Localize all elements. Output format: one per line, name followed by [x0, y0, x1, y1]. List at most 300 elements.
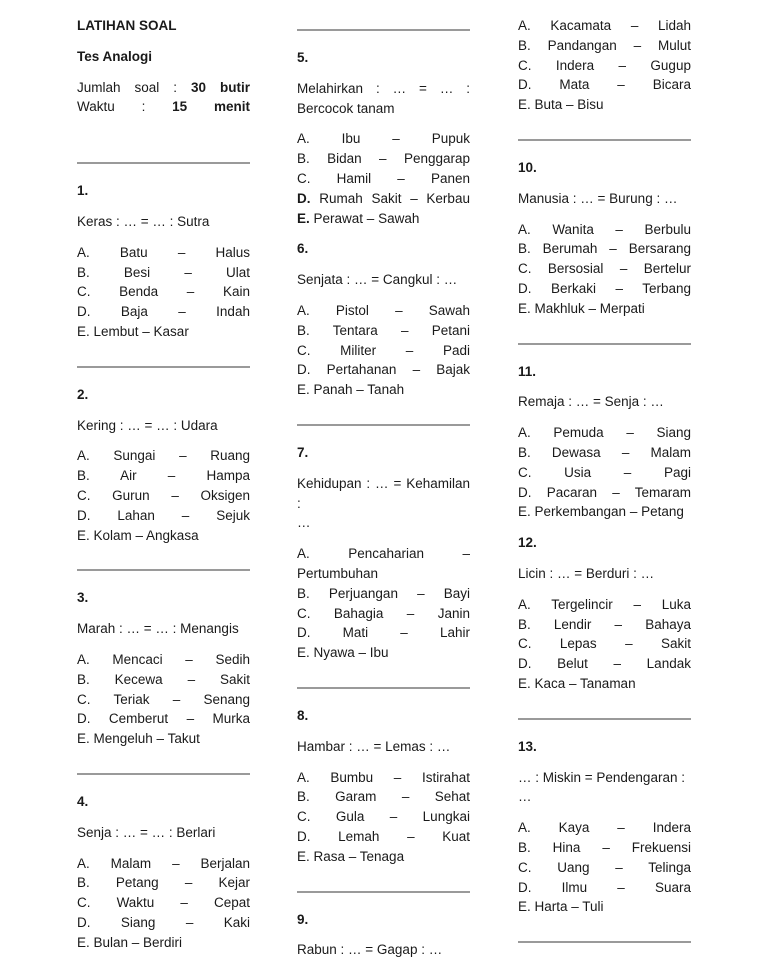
option-a[interactable] — [518, 595, 691, 615]
option-dash: – — [622, 445, 630, 460]
option-word-1: Air — [120, 468, 137, 483]
count-label: Jumlah soal — [77, 80, 159, 95]
question-text: Remaja : … = Senja : … — [518, 392, 691, 412]
option-dash: – — [186, 915, 194, 930]
option-letter: A. — [518, 222, 531, 237]
option-word-1: Berkaki — [551, 281, 596, 296]
option-dash: – — [400, 625, 408, 640]
question-11 — [518, 362, 691, 523]
option-word-2: Padi — [443, 343, 470, 358]
option-d[interactable] — [518, 279, 691, 299]
option-word-1: Perjuangan — [329, 586, 398, 601]
option-letter: B. — [77, 875, 90, 890]
option-word-2: Sejuk — [216, 508, 250, 523]
question-text: Manusia : … = Burung : … — [518, 189, 691, 209]
option-dash: – — [402, 789, 410, 804]
option-letter: D. — [518, 656, 532, 671]
option-a[interactable] — [518, 818, 691, 838]
column-2 — [297, 16, 470, 960]
option-dash: – — [173, 692, 181, 707]
option-b[interactable] — [297, 321, 470, 341]
option-letter: D. — [518, 77, 532, 92]
option-b[interactable] — [77, 263, 250, 283]
option-b[interactable] — [518, 239, 691, 259]
time-colon: : — [142, 99, 146, 114]
question-text: Licin : … = Berduri : … — [518, 564, 691, 584]
option-c[interactable] — [297, 807, 470, 827]
count-value: 30 — [191, 80, 206, 95]
option-a[interactable] — [297, 768, 470, 788]
option-word-2: Kejar — [218, 875, 250, 890]
option-word-1: Pacaran — [547, 485, 597, 500]
option-letter: C. — [77, 692, 91, 707]
option-word-1: Siang — [121, 915, 156, 930]
question-text: Rabun : … = Gagap : … — [297, 940, 470, 960]
option-c[interactable] — [518, 858, 691, 878]
option-dash: – — [634, 38, 642, 53]
option-word-1: Bahagia — [334, 606, 384, 621]
option-dash: – — [615, 617, 623, 632]
option-word-2: Petani — [432, 323, 470, 338]
option-letter: C. — [297, 171, 311, 186]
option-a[interactable] — [77, 854, 250, 874]
option-e[interactable]: E. Buta – Bisu — [518, 95, 691, 115]
option-word-1: Mata — [559, 77, 589, 92]
option-letter: A. — [77, 448, 90, 463]
option-a[interactable] — [518, 16, 691, 36]
question-9-options — [518, 16, 691, 115]
option-c[interactable] — [77, 282, 250, 302]
option-d[interactable] — [77, 913, 250, 933]
option-word-1: Mati — [343, 625, 369, 640]
option-a[interactable] — [518, 423, 691, 443]
option-d[interactable] — [518, 483, 691, 503]
option-letter: D. — [77, 508, 91, 523]
option-c[interactable] — [518, 56, 691, 76]
option-dash: – — [615, 222, 623, 237]
option-word-2: Bicara — [653, 77, 691, 92]
option-e[interactable]: E. Kaca – Tanaman — [518, 674, 691, 694]
option-dash: – — [180, 895, 188, 910]
option-word-2: Malam — [650, 445, 691, 460]
question-number: 9. — [297, 910, 470, 930]
option-word-1: Wanita — [552, 222, 594, 237]
option-word-2: Hampa — [206, 468, 250, 483]
option-word-1: Hina — [553, 840, 581, 855]
question-number: 12. — [518, 533, 691, 553]
count-colon: : — [173, 80, 177, 95]
option-word-2: Cepat — [214, 895, 250, 910]
option-letter: D. — [518, 485, 532, 500]
option-word-2: Bayi — [444, 586, 470, 601]
option-word-1: Kaya — [559, 820, 590, 835]
question-number: 3. — [77, 588, 250, 608]
option-a[interactable] — [297, 129, 470, 149]
option-d[interactable] — [297, 189, 470, 209]
option-word-2: Sawah — [429, 303, 470, 318]
question-number: 2. — [77, 385, 250, 405]
option-e[interactable]: E. Harta – Tuli — [518, 897, 691, 917]
option-c[interactable] — [518, 463, 691, 483]
option-word-2: Lungkai — [423, 809, 470, 824]
option-letter: A. — [297, 770, 310, 785]
option-word-2: Temaram — [635, 485, 691, 500]
option-b[interactable] — [518, 838, 691, 858]
option-word-2: Bertelur — [644, 261, 691, 276]
option-letter: B. — [297, 151, 310, 166]
option-word-2: Bahaya — [645, 617, 691, 632]
option-word-2: Frekuensi — [632, 840, 691, 855]
option-word-2: Murka — [212, 711, 250, 726]
option-dash: – — [602, 840, 610, 855]
option-e[interactable]: E. Rasa – Tenaga — [297, 847, 470, 867]
option-dash: – — [619, 58, 627, 73]
option-a[interactable] — [77, 446, 250, 466]
option-word-1: Pertahanan — [327, 362, 397, 377]
option-letter: B. — [297, 586, 310, 601]
option-word-1: Bersosial — [548, 261, 604, 276]
option-dash: – — [185, 875, 193, 890]
option-dash: – — [178, 245, 186, 260]
option-dash: – — [624, 465, 632, 480]
option-letter: A. — [518, 597, 531, 612]
option-dash: – — [172, 856, 180, 871]
option-letter: C. — [297, 606, 311, 621]
option-word-2: Janin — [438, 606, 470, 621]
question-5 — [297, 48, 470, 228]
question-number: 5. — [297, 48, 470, 68]
option-d[interactable] — [297, 360, 470, 380]
option-dash: – — [617, 820, 625, 835]
question-text-line-1: Kehidupan : … = Kehamilan : — [297, 474, 470, 514]
option-b[interactable] — [77, 873, 250, 893]
option-letter: D. — [77, 915, 91, 930]
option-word-2: Halus — [215, 245, 250, 260]
option-word-1: Waktu — [117, 895, 155, 910]
option-e[interactable] — [297, 209, 470, 229]
option-dash: – — [178, 304, 186, 319]
option-dash: – — [184, 265, 192, 280]
option-word-2: Bersarang — [629, 241, 691, 256]
option-b[interactable] — [518, 443, 691, 463]
option-word-1: Kecewa — [115, 672, 163, 687]
option-dash: – — [392, 131, 400, 146]
column-1 — [77, 16, 250, 953]
divider — [518, 941, 691, 943]
question-6 — [297, 239, 470, 400]
option-e[interactable]: E. Nyawa – Ibu — [297, 643, 470, 663]
option-dash: – — [397, 171, 405, 186]
option-c[interactable] — [518, 259, 691, 279]
option-b[interactable] — [77, 670, 250, 690]
option-letter: B. — [77, 265, 90, 280]
option-dash: – — [407, 606, 415, 621]
option-letter: C. — [518, 58, 532, 73]
option-c[interactable] — [297, 604, 470, 624]
time-label: Waktu — [77, 99, 115, 114]
option-word-2: Bajak — [436, 362, 470, 377]
option-dash: – — [410, 191, 418, 206]
question-12 — [518, 533, 691, 694]
option-word-2: Oksigen — [200, 488, 250, 503]
option-word-1: Malam — [111, 856, 152, 871]
option-word-1: Lemah — [338, 829, 379, 844]
question-count-line — [77, 78, 250, 98]
option-d[interactable] — [518, 654, 691, 674]
option-word-1: Benda — [119, 284, 158, 299]
option-word-1: Belut — [557, 656, 588, 671]
option-letter: A. — [77, 856, 90, 871]
question-text: … : Miskin = Pendengaran : … — [518, 768, 691, 808]
option-e[interactable]: E. Panah – Tanah — [297, 380, 470, 400]
option-e[interactable]: E. Lembut – Kasar — [77, 322, 250, 342]
option-word-2: Pupuk — [432, 131, 470, 146]
option-letter: D. — [77, 304, 91, 319]
option-dash: – — [179, 448, 187, 463]
option-word-1: Tentara — [333, 323, 378, 338]
option-c[interactable] — [297, 169, 470, 189]
option-c[interactable] — [297, 341, 470, 361]
option-word-2: Sehat — [435, 789, 470, 804]
option-word-1: Ibu — [342, 131, 361, 146]
question-number: 6. — [297, 239, 470, 259]
option-word-2: Kuat — [442, 829, 470, 844]
option-dash: – — [413, 362, 421, 377]
option-d[interactable] — [77, 709, 250, 729]
question-number: 11. — [518, 362, 691, 382]
option-dash: – — [395, 303, 403, 318]
option-word-1: Bumbu — [330, 770, 373, 785]
option-word-1: Tergelincir — [551, 597, 613, 612]
question-text: Hambar : … = Lemas : … — [297, 737, 470, 757]
question-number: 1. — [77, 181, 250, 201]
option-dash: – — [462, 546, 470, 561]
option-letter: D. — [518, 281, 532, 296]
option-a[interactable] — [77, 650, 250, 670]
option-letter: D. — [297, 362, 311, 377]
option-dash: – — [615, 281, 623, 296]
option-word-1: Kacamata — [550, 18, 611, 33]
option-letter: A. — [297, 303, 310, 318]
question-text-line-1: Melahirkan : … = … : — [297, 79, 470, 99]
option-word-2: Lahir — [440, 625, 470, 640]
option-dash: – — [612, 485, 620, 500]
option-dash: – — [406, 343, 414, 358]
column-3 — [518, 16, 691, 943]
option-word-2: Pagi — [664, 465, 691, 480]
option-a[interactable] — [297, 301, 470, 321]
question-text-line-2: … — [297, 513, 470, 533]
option-e[interactable]: E. Bulan – Berdiri — [77, 933, 250, 953]
option-letter: A. — [518, 425, 531, 440]
option-word-1: Dewasa — [552, 445, 601, 460]
option-word-1: Besi — [124, 265, 150, 280]
question-number: 8. — [297, 706, 470, 726]
option-letter: C. — [297, 343, 311, 358]
option-word-2: Indah — [216, 304, 250, 319]
option-dash: – — [185, 652, 193, 667]
option-word-2: Penggarap — [404, 151, 470, 166]
option-d[interactable] — [77, 302, 250, 322]
option-letter: D. — [297, 625, 311, 640]
option-c[interactable] — [77, 690, 250, 710]
option-word-1: Batu — [120, 245, 148, 260]
option-dash: – — [188, 672, 196, 687]
option-dash: – — [626, 425, 634, 440]
option-c[interactable] — [77, 893, 250, 913]
option-word-2: Ulat — [226, 265, 250, 280]
option-d[interactable] — [518, 878, 691, 898]
question-1 — [77, 181, 250, 342]
option-word-1: Pistol — [336, 303, 369, 318]
option-dash: – — [390, 809, 398, 824]
option-word-1: Uang — [557, 860, 589, 875]
option-word-1: Lahan — [117, 508, 155, 523]
option-b[interactable] — [518, 36, 691, 56]
option-dash: – — [401, 323, 409, 338]
option-e[interactable]: E. Perkembangan – Petang — [518, 502, 691, 522]
option-b[interactable] — [77, 466, 250, 486]
option-word-2: Sakit — [661, 636, 691, 651]
option-d[interactable] — [77, 506, 250, 526]
option-e[interactable]: E. Makhluk – Merpati — [518, 299, 691, 319]
option-a-continuation[interactable]: Pertumbuhan — [297, 564, 470, 584]
time-unit: menit — [214, 99, 250, 114]
option-letter: C. — [77, 284, 91, 299]
option-b[interactable] — [297, 149, 470, 169]
option-dash: – — [171, 488, 179, 503]
option-letter: B. — [518, 617, 531, 632]
option-letter: A. — [297, 546, 310, 561]
question-text-line-2: Bercocok tanam — [297, 99, 470, 119]
option-word-2: Sakit — [220, 672, 250, 687]
option-word-2: Lidah — [658, 18, 691, 33]
option-letter: B. — [518, 38, 531, 53]
question-text: Kering : … = … : Udara — [77, 416, 250, 436]
question-9 — [297, 910, 470, 960]
option-word-2: Berbulu — [644, 222, 691, 237]
option-d[interactable] — [297, 623, 470, 643]
option-dash: – — [417, 586, 425, 601]
question-10 — [518, 158, 691, 319]
option-word-1: Petang — [116, 875, 159, 890]
question-text: Keras : … = … : Sutra — [77, 212, 250, 232]
option-letter: D. — [297, 829, 311, 844]
option-word-1: Lendir — [554, 617, 592, 632]
option-letter: A. — [297, 131, 310, 146]
option-text: Perawat – Sawah — [314, 211, 420, 226]
option-dash: – — [379, 151, 387, 166]
question-number: 7. — [297, 443, 470, 463]
option-letter: C. — [77, 895, 91, 910]
count-unit: butir — [220, 80, 250, 95]
option-word-2: Ruang — [210, 448, 250, 463]
option-word-2: Sedih — [215, 652, 250, 667]
option-e[interactable]: E. Mengeluh – Takut — [77, 729, 250, 749]
option-letter: B. — [518, 241, 531, 256]
test-subtitle: Tes Analogi — [77, 47, 250, 67]
option-word-1: Sungai — [113, 448, 155, 463]
option-word-2: Berjalan — [200, 856, 250, 871]
option-word-1: Pandangan — [548, 38, 617, 53]
option-letter: B. — [297, 323, 310, 338]
option-c[interactable] — [77, 486, 250, 506]
question-text: Senjata : … = Cangkul : … — [297, 270, 470, 290]
option-letter: D. — [297, 191, 311, 206]
option-word-1: Lepas — [560, 636, 597, 651]
option-word-2: Senang — [203, 692, 250, 707]
question-text: Senja : … = … : Berlari — [77, 823, 250, 843]
option-word-1: Baja — [121, 304, 148, 319]
option-letter: C. — [518, 636, 532, 651]
option-word-2: Indera — [653, 820, 691, 835]
question-13 — [518, 737, 691, 917]
option-word-1: Bidan — [327, 151, 362, 166]
option-word-2: Telinga — [648, 860, 691, 875]
option-word-2: Landak — [647, 656, 691, 671]
option-a[interactable] — [297, 544, 470, 564]
option-word-2: Kain — [223, 284, 250, 299]
option-b[interactable] — [297, 584, 470, 604]
option-b[interactable] — [297, 787, 470, 807]
option-e[interactable]: E. Kolam – Angkasa — [77, 526, 250, 546]
question-text: Marah : … = … : Menangis — [77, 619, 250, 639]
option-dash: – — [609, 241, 617, 256]
option-word-1: Pemuda — [553, 425, 603, 440]
option-a[interactable] — [518, 220, 691, 240]
option-letter: C. — [77, 488, 91, 503]
option-a[interactable] — [77, 243, 250, 263]
option-word-1: Mencaci — [112, 652, 162, 667]
option-d[interactable] — [297, 827, 470, 847]
option-letter: B. — [297, 789, 310, 804]
option-letter: A. — [77, 245, 90, 260]
option-letter: B. — [518, 445, 531, 460]
option-b[interactable] — [518, 615, 691, 635]
option-letter: C. — [297, 809, 311, 824]
option-word-2: Luka — [662, 597, 691, 612]
page-title: LATIHAN SOAL — [77, 16, 250, 36]
option-dash: – — [633, 597, 641, 612]
option-c[interactable] — [518, 634, 691, 654]
option-dash: – — [182, 508, 190, 523]
option-dash: – — [187, 711, 195, 726]
option-dash: – — [394, 770, 402, 785]
option-word-1: Hamil — [337, 171, 372, 186]
question-8 — [297, 706, 470, 867]
option-letter: C. — [518, 261, 532, 276]
option-word-1: Cemberut — [109, 711, 168, 726]
question-7 — [297, 443, 470, 663]
option-letter: B. — [77, 468, 90, 483]
option-word-1: Garam — [335, 789, 376, 804]
option-word-2: Terbang — [642, 281, 691, 296]
option-dash: – — [620, 261, 628, 276]
option-letter: A. — [77, 652, 90, 667]
option-word-2: Gugup — [650, 58, 691, 73]
option-d[interactable] — [518, 75, 691, 95]
option-dash: – — [617, 880, 625, 895]
option-letter: C. — [518, 465, 532, 480]
option-word-1: Pencaharian — [348, 546, 424, 561]
option-word-1: Rumah Sakit — [319, 191, 401, 206]
option-dash: – — [187, 284, 195, 299]
option-letter: D. — [518, 880, 532, 895]
option-letter: B. — [77, 672, 90, 687]
question-2 — [77, 385, 250, 546]
option-letter: A. — [518, 18, 531, 33]
question-number: 13. — [518, 737, 691, 757]
